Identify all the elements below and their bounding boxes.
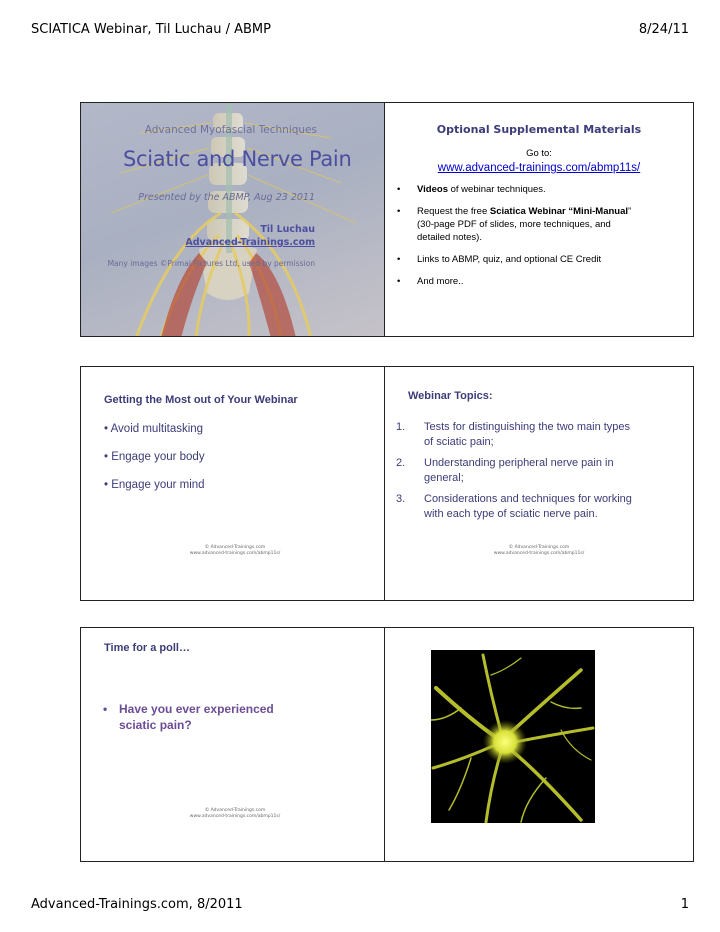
- list-item: • Videos of webinar techniques.: [397, 183, 642, 196]
- list-item: 3. Considerations and techniques for working with each type of sciatic nerve pain.: [396, 493, 632, 520]
- page-header-left: SCIATICA Webinar, Til Luchau / ABMP: [31, 22, 271, 37]
- slide-title: Sciatic and Nerve Pain: [123, 147, 352, 171]
- supplemental-url-link[interactable]: www.advanced-trainings.com/abmp11s/: [437, 162, 641, 174]
- copyright-note: © Advanced-Trainings.com: [204, 545, 266, 550]
- list-item: • Engage your mind: [104, 479, 205, 491]
- footnote-url: www.advanced-trainings.com/abmp11s/: [189, 551, 281, 556]
- slide-title: Webinar Topics:: [408, 390, 493, 402]
- page-footer-left: Advanced-Trainings.com, 8/2011: [31, 897, 243, 912]
- website-link[interactable]: Advanced-Trainings.com: [185, 237, 315, 248]
- image-credit: Many images ©Primal Pictures Ltd, used by permission: [107, 259, 315, 268]
- slide-poll: [80, 627, 390, 862]
- slide-supplemental: [384, 102, 694, 337]
- list-item: 1. Tests for distinguishing the two main types of sciatic pain;: [396, 421, 631, 448]
- list-item: • Links to ABMP, quiz, and optional CE Credit: [397, 253, 642, 266]
- list-item: 2. Understanding peripheral nerve pain in general;: [396, 457, 614, 484]
- presented-by: Presented by the ABMP, Aug 23 2011: [138, 192, 315, 203]
- slide-neuron-image: [384, 627, 694, 862]
- slide-title: Time for a poll…: [104, 642, 190, 654]
- list-item: • Avoid multitasking: [104, 423, 204, 435]
- list-item: • Request the free Sciatica Webinar “Mini-Manual” (30-page PDF of slides, more techniques, and detailed notes).: [397, 205, 642, 244]
- list-item: • Engage your body: [104, 451, 205, 463]
- page-number: 1: [680, 897, 689, 912]
- slide-title: Optional Supplemental Materials: [436, 123, 642, 136]
- poll-question: • Have you ever experienced sciatic pain?: [103, 702, 274, 732]
- footnote-url: www.advanced-trainings.com/abmp11s/: [189, 814, 281, 819]
- page-header-date: 8/24/11: [638, 22, 689, 37]
- slide-subtitle: Advanced Myofascial Techniques: [144, 124, 317, 136]
- supplemental-list: [397, 183, 642, 297]
- goto-label: Go to:: [526, 148, 552, 159]
- slide-title-cover: [80, 102, 390, 337]
- slide-title: Getting the Most out of Your Webinar: [104, 394, 298, 406]
- spine-illustration: [81, 103, 389, 336]
- list-item: • And more..: [397, 275, 642, 288]
- copyright-note: © Advanced-Trainings.com: [204, 808, 266, 813]
- presenter-name: Til Luchau: [260, 224, 315, 235]
- slide-webinar-topics: [384, 366, 694, 601]
- copyright-note: © Advanced-Trainings.com: [508, 545, 570, 550]
- topics-list: [396, 420, 636, 528]
- neuron-photo: [431, 650, 595, 823]
- slide-webinar-tips: [80, 366, 390, 601]
- footnote-url: www.advanced-trainings.com/abmp11s/: [493, 551, 585, 556]
